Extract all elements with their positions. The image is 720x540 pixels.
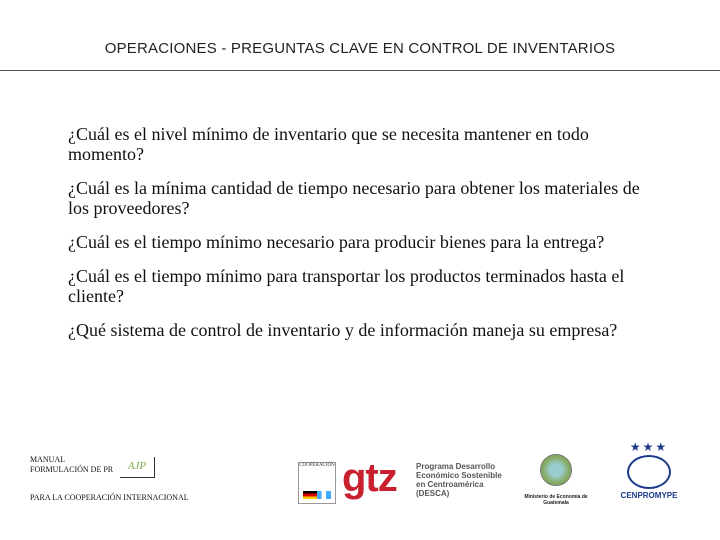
desca-line: Programa Desarrollo <box>416 462 496 471</box>
question-item: ¿Cuál es el nivel mínimo de inventario que se necesita mantener en todo momento? <box>68 124 589 164</box>
page-title: OPERACIONES - PREGUNTAS CLAVE EN CONTROL DE INVENTARIOS <box>104 40 616 57</box>
ajp-logo-text: AJP <box>127 460 147 472</box>
government-cooperation-logo <box>298 462 336 504</box>
gtz-logo: gtz <box>342 456 397 500</box>
desca-line: en Centroamérica <box>416 480 484 489</box>
globe-icon <box>627 455 671 489</box>
question-item: ¿Cuál es el tiempo mínimo necesario para producir bienes para la entrega? <box>68 232 605 252</box>
footer-manual <box>30 455 189 502</box>
cooperation-label: PARA LA COOPERACIÓN INTERNACIONAL <box>30 493 189 502</box>
footer-logos <box>294 440 694 508</box>
seal-icon <box>540 454 572 486</box>
question-item: ¿Cuál es el tiempo mínimo para transportar los productos terminados hasta el cliente? <box>68 266 625 306</box>
manual-subtitle: FORMULACIÓN DE PR <box>30 465 114 474</box>
manual-label: MANUAL <box>30 455 66 464</box>
cenpromype-name: CENPROMYPE <box>620 491 678 500</box>
question-item: ¿Cuál es la mínima cantidad de tiempo necesario para obtener los materiales de los proveedores? <box>68 178 640 218</box>
header-divider <box>0 70 720 71</box>
ministry-seal-logo <box>518 454 594 508</box>
stars-icon: ★★★ <box>629 440 669 454</box>
ajp-logo <box>120 457 155 478</box>
germany-flag-icon <box>303 491 317 499</box>
question-item: ¿Qué sistema de control de inventario y de información maneja su empresa? <box>68 320 618 340</box>
question-list <box>68 124 658 354</box>
guatemala-flag-icon <box>317 491 331 499</box>
desca-logo <box>416 462 502 498</box>
desca-line: Económico Sostenible <box>416 471 502 480</box>
desca-line: (DESCA) <box>416 489 450 498</box>
seal-caption: Ministerio de Economía de Guatemala <box>524 494 588 506</box>
gov-logo-text: COOPERACIÓN <box>299 463 335 468</box>
cenpromype-logo <box>614 440 684 510</box>
